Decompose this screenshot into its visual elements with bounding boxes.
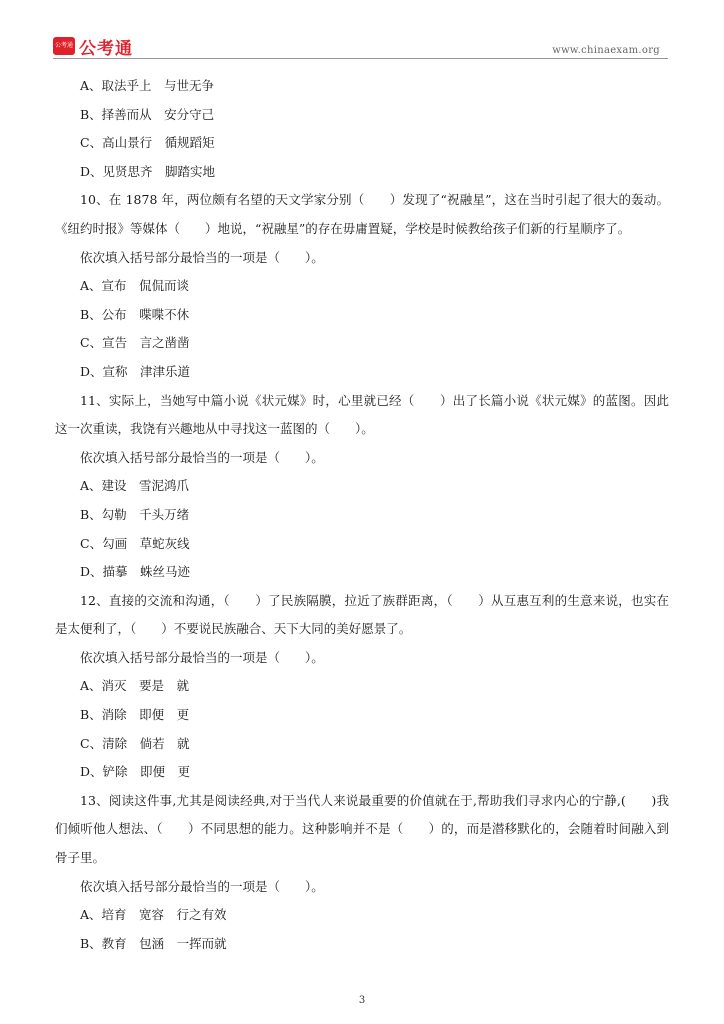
q10-stem: 10、在 1878 年，两位颇有名望的天文学家分别（ ）发现了“祝融星”，这在当时引起了很大的轰动。《纽约时报》等媒体（ ）地说，“祝融星”的存在毋庸置疑，学校是时候教给孩子们新的行星顺序了。	[55, 192, 669, 236]
q12-prompt: 依次填入括号部分最恰当的一项是（ ）。	[80, 649, 324, 665]
q11-stem: 11、实际上，当她写中篇小说《状元媒》时，心里就已经（ ）出了长篇小说《状元媒》的蓝图。因此这一次重读，我饶有兴趣地从中寻找这一蓝图的（ ）。	[55, 392, 669, 437]
q9-option-a: A、取法乎上 与世无争	[80, 78, 215, 93]
q13-stem: 13、阅读这件事,尤其是阅读经典,对于当代人来说最重要的价值就在于,帮助我们寻求内心的宁静,( )我们倾听他人想法、（ ）不同思想的能力。这种影响并不是（ ）的，而是潜移默化的，会随着时间融入到骨子里。	[55, 792, 669, 866]
q11-option-d: D、描摹 蛛丝马迹	[80, 564, 191, 580]
document-body	[55, 72, 669, 958]
q12-option-d: D、铲除 即便 更	[80, 764, 191, 780]
q9-option-b: B、择善而从 安分守己	[80, 106, 215, 122]
page-number: 3	[358, 995, 366, 1006]
q11-option-a: A、建设 雪泥鸿爪	[80, 478, 190, 494]
q12-option-a: A、消灭 要是 就	[80, 678, 190, 694]
q12-stem: 12、直接的交流和沟通，（ ）了民族隔膜，拉近了族群距离，（ ）从互惠互利的生意来说，也实在是太便利了，（ ）不要说民族融合、天下大同的美好愿景了。	[55, 592, 669, 637]
q12-option-c: C、清除 倘若 就	[80, 735, 190, 751]
q10-option-a: A、宣布 侃侃而谈	[80, 278, 190, 294]
q13-option-b: B、教育 包涵 一挥而就	[80, 935, 227, 951]
q9-option-d: D、见贤思齐 脚踏实地	[80, 163, 216, 179]
q11-option-c: C、勾画 草蛇灰线	[80, 535, 190, 551]
page-header	[0, 0, 724, 60]
q10-option-b: B、公布 喋喋不休	[80, 306, 190, 322]
q11-prompt: 依次填入括号部分最恰当的一项是（ ）。	[80, 449, 324, 465]
q10-option-d: D、宣称 津津乐道	[80, 363, 191, 379]
logo-badge: 公考通	[53, 37, 75, 55]
q9-option-c: C、高山景行 循规蹈矩	[80, 135, 215, 151]
q12-option-b: B、消除 即便 更	[80, 707, 190, 723]
brand-logo	[53, 35, 133, 57]
q11-option-b: B、勾勒 千头万绪	[80, 506, 190, 522]
q13-prompt: 依次填入括号部分最恰当的一项是（ ）。	[80, 878, 324, 894]
q10-option-c: C、宣告 言之凿凿	[80, 335, 190, 351]
site-url: www.chinaexam.org	[552, 45, 660, 56]
header-divider	[53, 58, 668, 59]
q13-option-a: A、培育 宽容 行之有效	[80, 907, 227, 923]
q10-prompt: 依次填入括号部分最恰当的一项是（ ）。	[80, 249, 324, 265]
logo-text: 公考通	[79, 38, 133, 59]
